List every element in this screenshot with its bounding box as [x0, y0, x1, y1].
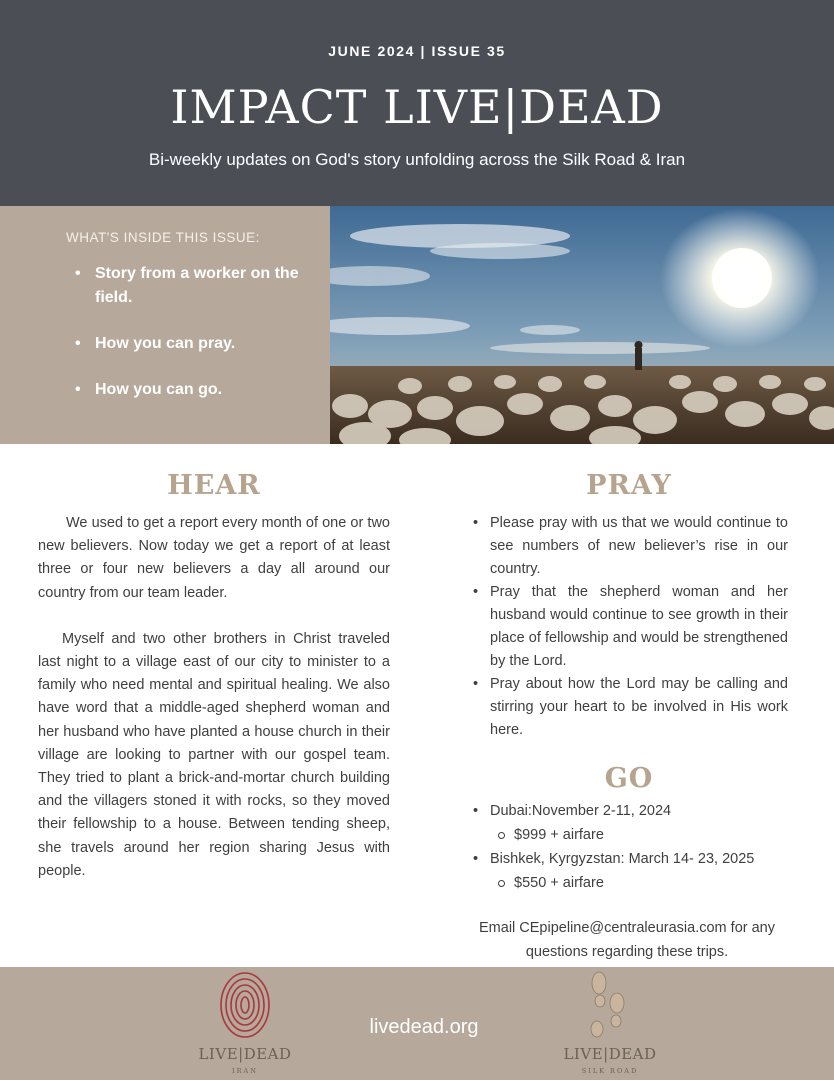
fingerprint-icon [215, 969, 275, 1041]
pray-item: • Please pray with us that we would continue to see numbers of new believer’s rise in our country. [490, 512, 788, 581]
trip-cost: $550 + airfare [490, 871, 788, 895]
logo-iran-name: LIVE|DEAD [198, 1045, 292, 1063]
hear-paragraph: We used to get a report every month of one or two new believers. Now today we get a report of at least three or four new believers a day all around our country from our team leader. [38, 515, 390, 601]
pray-list [490, 512, 788, 742]
hero-photo [330, 206, 834, 444]
logo-silk-sub: SILK ROAD [581, 1067, 639, 1075]
inside-item: • Story from a worker on the field. [95, 262, 310, 310]
shepherd-flock-image [330, 206, 834, 444]
inside-list [95, 262, 310, 424]
trip-cost: $999 + airfare [490, 823, 788, 847]
logo-silk-name: LIVE|DEAD [563, 1045, 657, 1063]
footprints-icon [583, 969, 633, 1041]
pray-title: PRAY [586, 470, 672, 501]
header [0, 0, 834, 206]
pray-item: • Pray that the shepherd woman and her husband would continue to see growth in their place of fellowship and would be strengthened by the Lord. [490, 581, 788, 673]
livedead-iran-logo[interactable] [190, 967, 300, 1080]
footer [0, 967, 834, 1080]
go-title: GO [604, 763, 654, 794]
hear-body [38, 512, 390, 883]
trip-item [490, 799, 788, 847]
go-list [490, 799, 788, 895]
pray-item: • Pray about how the Lord may be calling and stirring your heart to be involved in His work here. [490, 673, 788, 742]
inside-panel [0, 206, 330, 444]
inside-item: • How you can pray. [95, 332, 310, 356]
newsletter-title: IMPACT LIVE|DEAD [170, 80, 664, 134]
hear-title: HEAR [167, 470, 261, 501]
trip-item [490, 847, 788, 895]
inside-item: • How you can go. [95, 378, 310, 402]
email-note[interactable]: Email CEpipeline@centraleurasia.com for any questions regarding these trips. [479, 920, 775, 960]
website-link[interactable]: livedead.org [369, 1016, 479, 1038]
hear-paragraph: Myself and two other brothers in Christ traveled last night to a village east of our city to minister to a family who need mental and spiritual healing. We also have word that a middle-aged shepherd woman and her husband who have planted a house church in their village are looking to partner with our gospel team. They tried to plant a brick-and-mortar church building and the villagers stoned it with rocks, so they moved their fellowship to a house. Between tending sheep, she travels around her region sharing Jesus with people. [38, 630, 390, 879]
trip-name: • Dubai:November 2-11, 2024 [490, 803, 672, 819]
livedead-silkroad-logo[interactable] [555, 967, 665, 1080]
inside-heading: WHAT'S INSIDE THIS ISSUE: [66, 230, 260, 245]
trip-name: • Bishkek, Kyrgyzstan: March 14- 23, 2025 [490, 851, 755, 867]
logo-iran-sub: IRAN [232, 1067, 258, 1075]
issue-line: JUNE 2024 | ISSUE 35 [328, 43, 506, 59]
newsletter-subtitle: Bi-weekly updates on God's story unfolding across the Silk Road & Iran [148, 150, 686, 169]
